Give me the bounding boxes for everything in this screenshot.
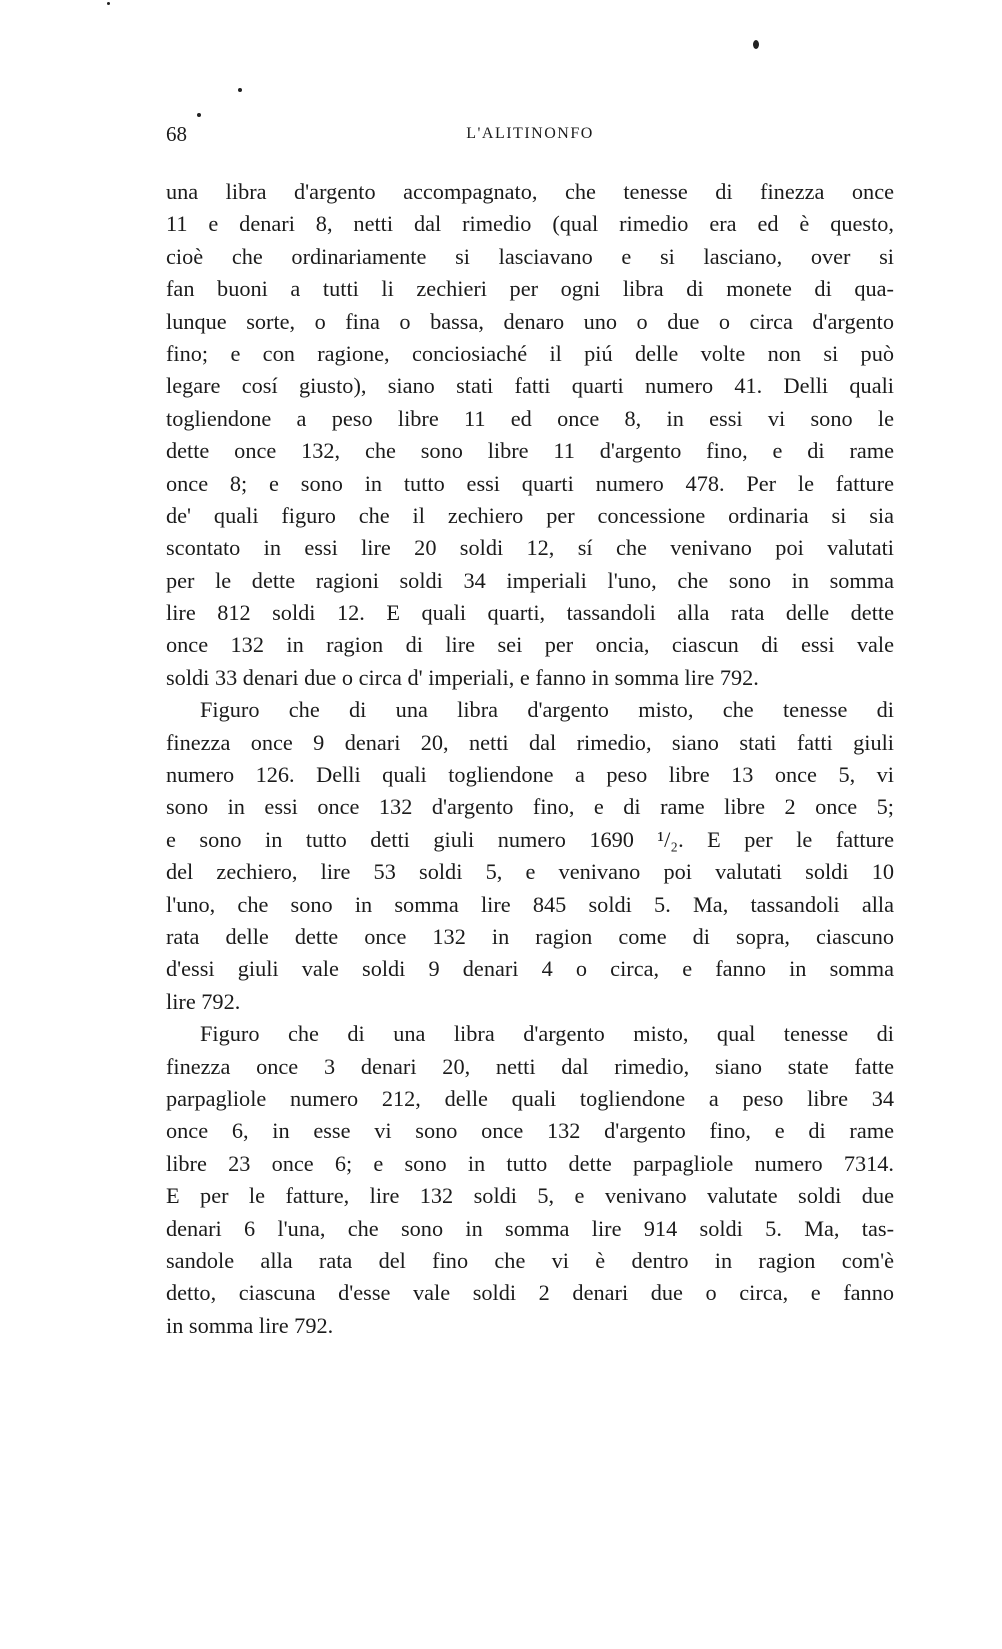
paragraph-1 [166,176,894,694]
ink-speck [107,2,110,5]
text-line: l'uno, che sono in somma lire 845 soldi 5. Ma, tassandoli alla [166,891,894,917]
paragraph-2 [166,694,894,1018]
text-line: once 132 in ragion di lire sei per oncia, ciascun di essi vale [166,632,894,658]
text-line: E per le fatture, lire 132 soldi 5, e venivano valutate soldi due [166,1183,894,1209]
text-line: cioè che ordinariamente si lasciavano e si lasciano, over si [166,243,894,269]
body-text [166,176,894,1342]
text-line: lunque sorte, o fina o bassa, denaro uno o due o circa d'argento [166,308,894,334]
text-line: per le dette ragioni soldi 34 imperiali l'uno, che sono in somma [166,567,894,593]
text-line: fino; e con ragione, conciosiaché il piú delle volte non si può [166,340,894,366]
text-line: del zechiero, lire 53 soldi 5, e venivano poi valutati soldi 10 [166,859,894,885]
text-line: in somma lire 792. [166,1312,334,1338]
text-line: finezza once 9 denari 20, netti dal rimedio, siano stati fatti giuli [166,729,894,755]
running-title: L'ALITINONFO [466,125,594,142]
page-header [166,118,894,150]
text-line: soldi 33 denari due o circa d' imperiali, e fanno in somma lire 792. [166,664,759,690]
text-line: 11 e denari 8, netti dal rimedio (qual rimedio era ed è questo, [166,211,894,237]
text-line: togliendone a peso libre 11 ed once 8, in essi vi sono le [166,405,894,431]
text-line: legare cosí giusto), siano stati fatti quarti numero 41. Delli quali [166,373,894,399]
text-line: sono in essi once 132 d'argento fino, e di rame libre 2 once 5; [166,794,894,820]
ink-speck [238,88,242,92]
ink-speck [197,113,201,117]
text-line: once 8; e sono in tutto essi quarti numero 478. Per le fatture [166,470,894,496]
text-line: finezza once 3 denari 20, netti dal rimedio, siano state fatte [166,1053,894,1079]
text-line: Figuro che di una libra d'argento misto, che tenesse di [200,697,894,723]
ink-speck [753,40,759,49]
text-line: rata delle dette once 132 in ragion come di sopra, ciascuno [166,923,894,949]
page-number: 68 [166,122,187,146]
text-line: numero 126. Delli quali togliendone a peso libre 13 once 5, vi [166,762,894,788]
text-line: fan buoni a tutti li zechieri per ogni libra di monete di qua- [166,276,894,302]
text-line: denari 6 l'una, che sono in somma lire 914 soldi 5. Ma, tas- [166,1215,894,1241]
text-line: detto, ciascuna d'esse vale soldi 2 denari due o circa, e fanno [166,1280,894,1306]
text-line: once 6, in esse vi sono once 132 d'argento fino, e di rame [166,1118,894,1144]
text-line: d'essi giuli vale soldi 9 denari 4 o circa, e fanno in somma [166,956,894,982]
paragraph-3 [166,1018,894,1342]
text-line: sandole alla rata del fino che vi è dentro in ragion com'è [166,1247,894,1273]
text-line: una libra d'argento accompagnato, che tenesse di finezza once [166,179,894,204]
text-line: dette once 132, che sono libre 11 d'argento fino, e di rame [166,438,894,464]
text-line: parpagliole numero 212, delle quali togliendone a peso libre 34 [166,1085,894,1111]
text-line: lire 792. [166,988,241,1014]
text-line: lire 812 soldi 12. E quali quarti, tassandoli alla rata delle dette [166,600,894,626]
text-line: libre 23 once 6; e sono in tutto dette parpagliole numero 7314. [166,1150,894,1176]
text-line: de' quali figuro che il zechiero per concessione ordinaria si sia [166,502,894,528]
text-line: e sono in tutto detti giuli numero 1690 ¹/₂. E per le fatture [166,826,894,852]
text-line: Figuro che di una libra d'argento misto, qual tenesse di [200,1021,894,1047]
text-line: scontato in essi lire 20 soldi 12, sí che venivano poi valutati [166,535,894,561]
